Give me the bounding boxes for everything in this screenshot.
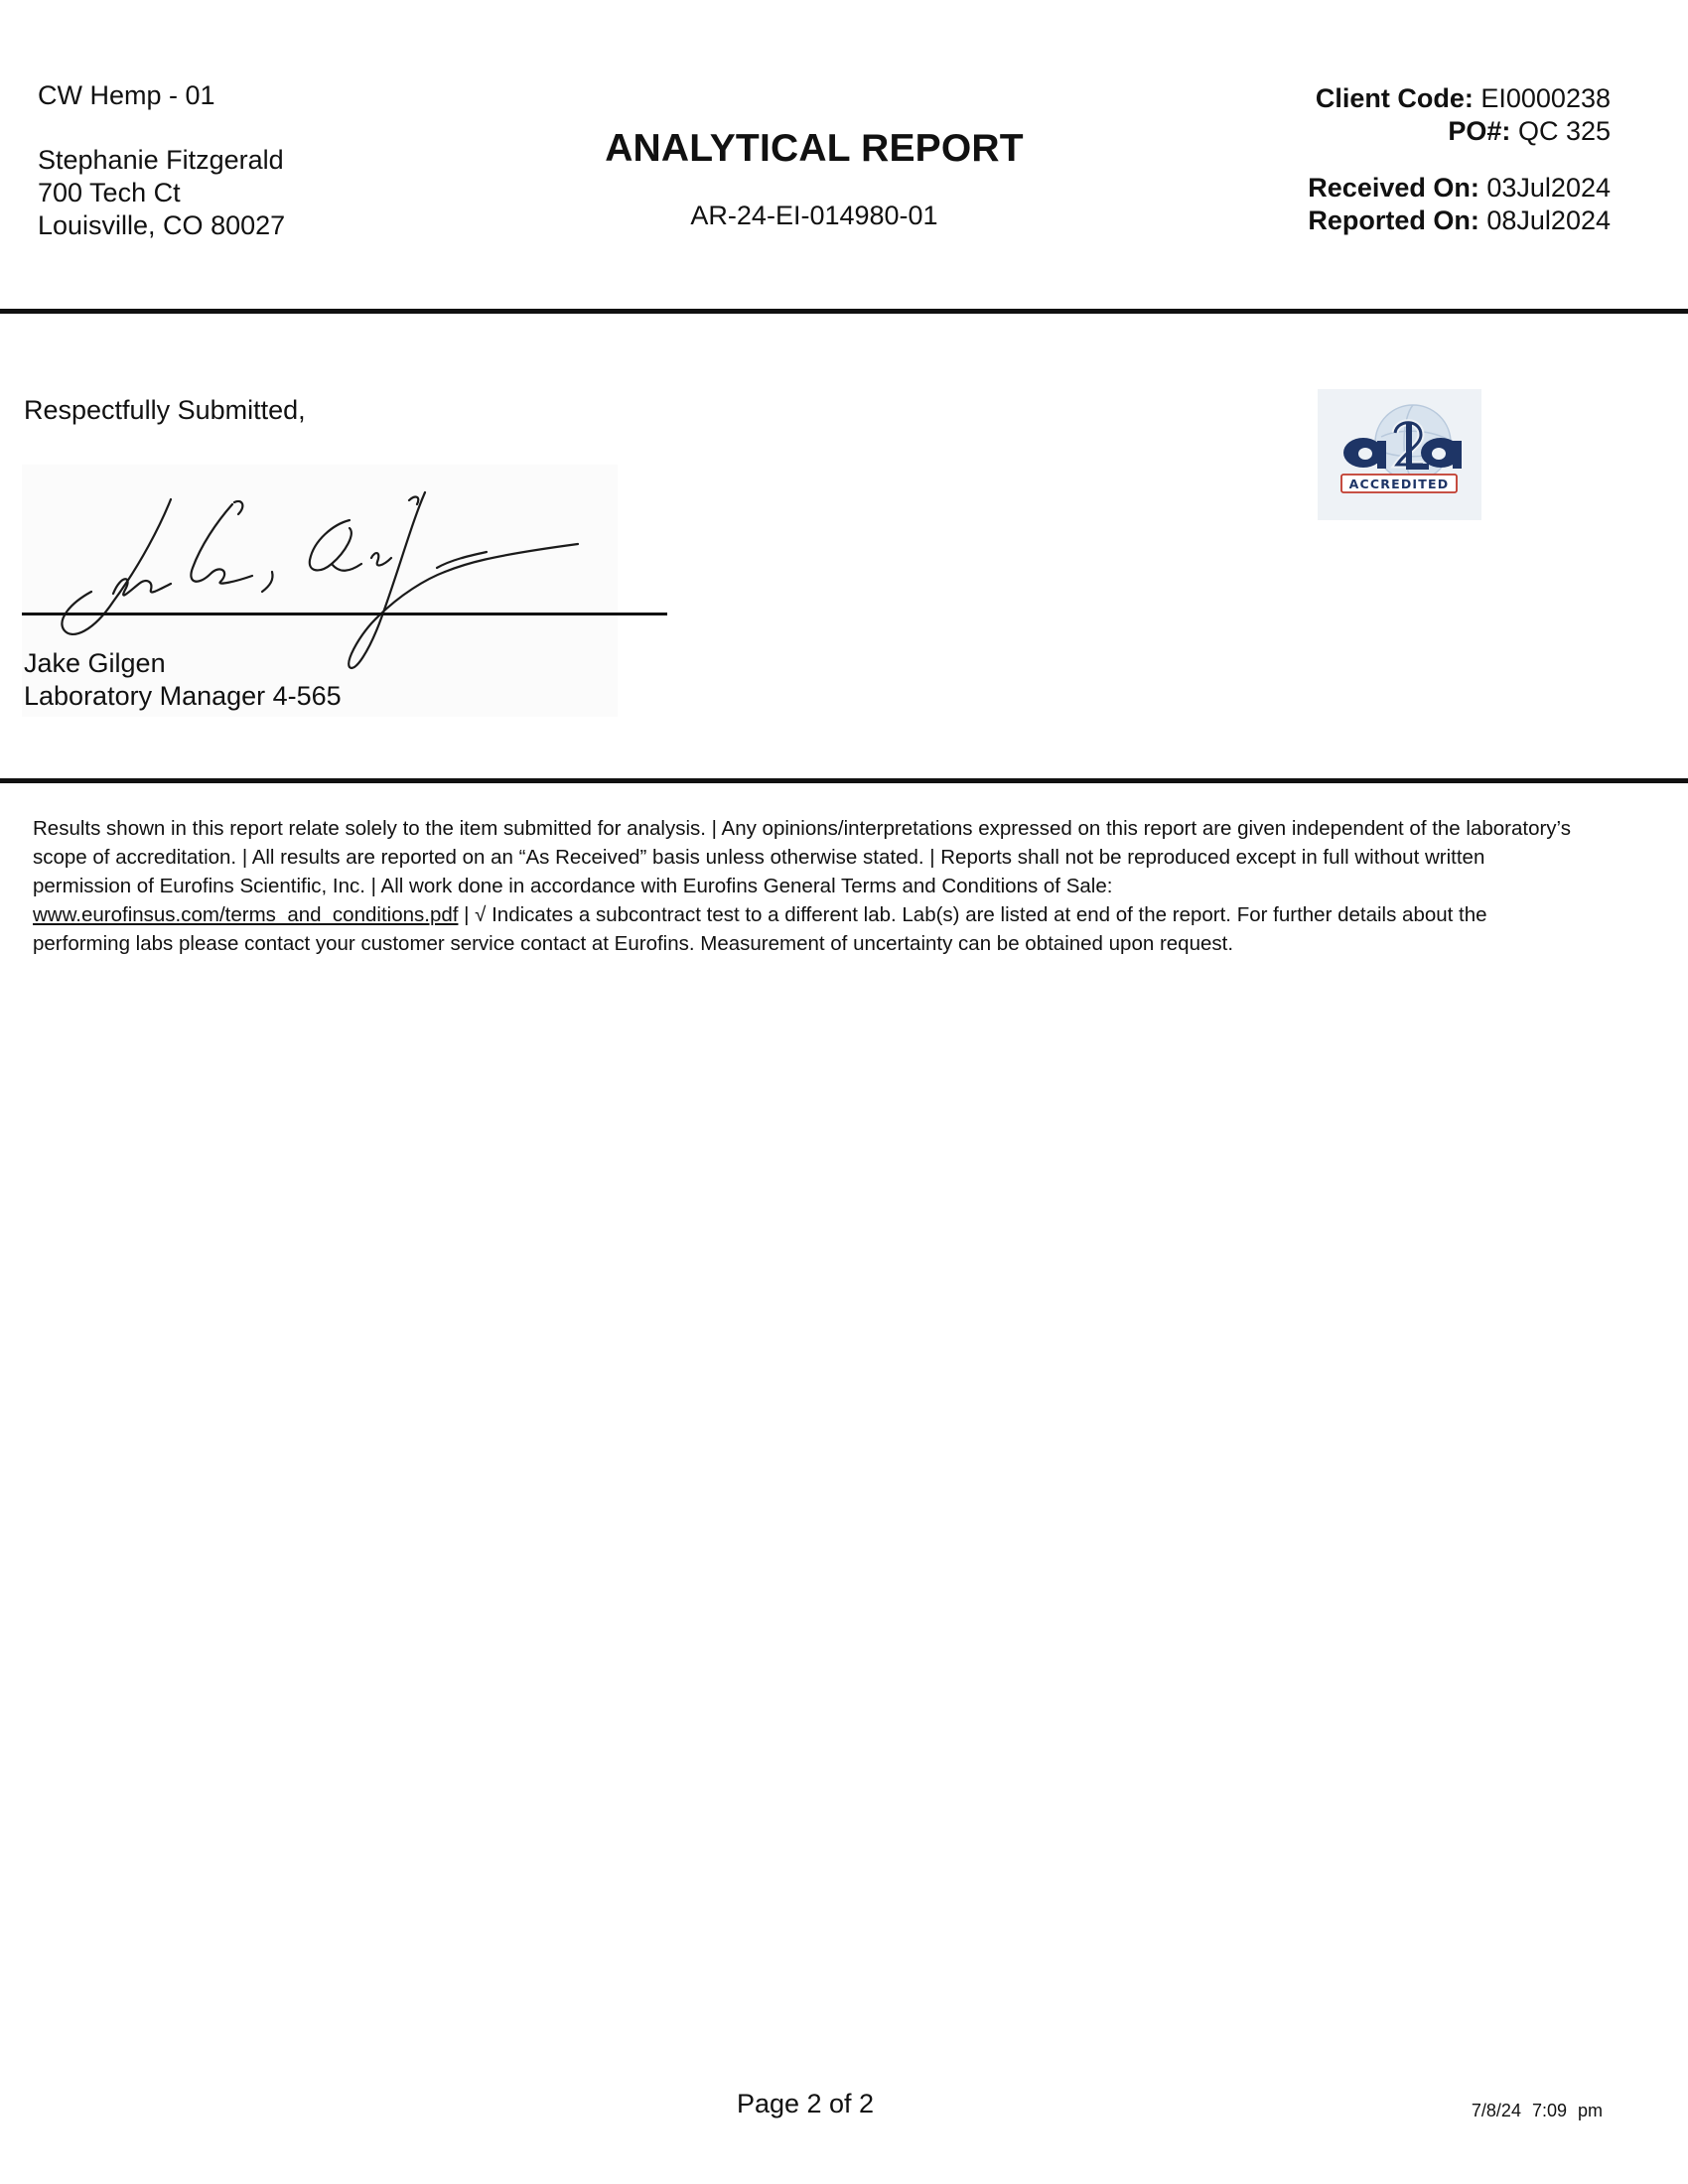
report-title: ANALYTICAL REPORT [605,127,1024,170]
client-code-value: EI0000238 [1480,83,1611,113]
signer-title: Laboratory Manager 4-565 [24,681,342,711]
reported-row [1308,205,1611,237]
disclaimer [33,814,1582,958]
submitted-text: Respectfully Submitted, [24,395,306,425]
po-row [1308,115,1611,148]
disclaimer-text-2: | √ Indicates a subcontract test to a different lab. Lab(s) are listed at end of the report. For further details about the performing labs please contact your customer service contact at Eurofins. Measurement of uncertainty can be obtained upon request. [33,903,1487,955]
signature-line [22,613,667,615]
client-street: 700 Tech Ct [38,178,181,207]
report-id: AR-24-EI-014980-01 [690,201,938,230]
po-label: PO#: [1448,116,1511,146]
po-value: QC 325 [1517,116,1611,146]
client-contact: Stephanie Fitzgerald [38,145,284,175]
signer [24,647,342,713]
report-meta [1308,82,1611,237]
client-name: CW Hemp - 01 [38,80,215,110]
report-header [556,127,1072,231]
received-value: 03Jul2024 [1486,173,1611,203]
reported-label: Reported On: [1308,205,1479,235]
print-timestamp: 7/8/24 7:09 pm [1471,2101,1603,2120]
disclaimer-text-1: Results shown in this report relate solely to the item submitted for analysis. | Any opinions/interpretations expressed on this report are given independent of the laboratory’s scope of accreditation. | All results are reported on an “As Received” basis unless otherwise stated. | Reports shall not be reproduced except in full without written permission of Eurofins Scientific, Inc. | All work done in accordance with Eurofins General Terms and Conditions of Sale: [33,817,1571,897]
a2la-logo-icon [1318,389,1481,520]
client-code-row [1308,82,1611,115]
signer-name: Jake Gilgen [24,648,166,678]
accreditation-logo [1318,389,1481,520]
accredited-badge: ACCREDITED [1348,477,1450,491]
page-number: Page 2 of 2 [736,2089,875,2118]
client-code-label: Client Code: [1315,83,1474,113]
header-divider [0,309,1688,314]
received-label: Received On: [1308,173,1479,203]
reported-value: 08Jul2024 [1486,205,1611,235]
signature-divider [0,778,1688,783]
received-row [1308,172,1611,205]
terms-link[interactable]: www.eurofinsus.com/terms_and_conditions.pdf [33,903,459,926]
client-address [38,79,285,242]
client-city: Louisville, CO 80027 [38,210,286,240]
